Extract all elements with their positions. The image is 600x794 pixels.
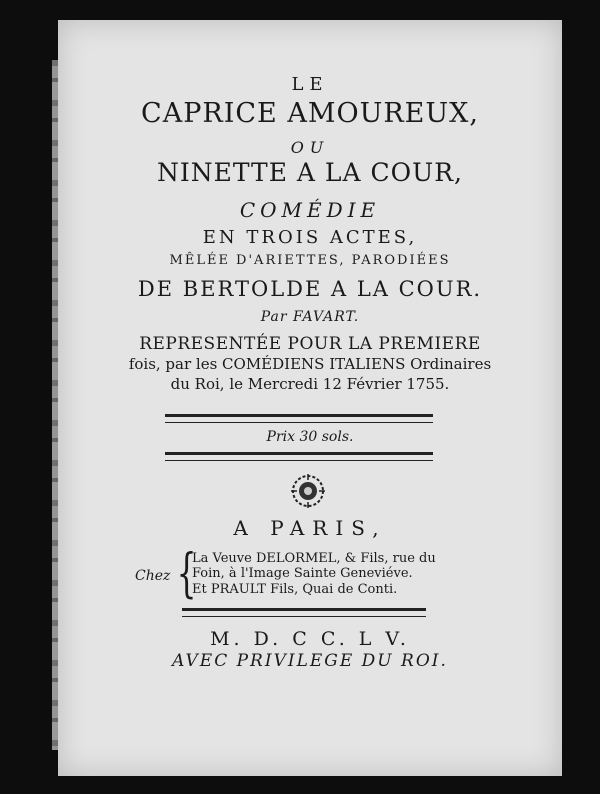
title-conjunction: OU: [290, 138, 330, 157]
parody-line: DE BERTOLDE A LA COUR.: [137, 277, 483, 301]
performance-line-1: REPRESENTÉE POUR LA PREMIERE: [139, 334, 481, 354]
imprint-city: A PARIS,: [233, 516, 387, 540]
publication-year: M. D. C C. L V.: [210, 628, 410, 650]
performance-line-2: fois, par les COMÉDIENS ITALIENS Ordinaires: [128, 355, 492, 373]
publisher-address-2: Foin, à l'Image Sainte Geneviéve.: [192, 566, 413, 581]
acts-line: EN TROIS ACTES,: [202, 227, 418, 248]
publisher-address-1: La Veuve DELORMEL, & Fils, rue du: [192, 551, 436, 566]
privilege-line: AVEC PRIVILEGE DU ROI.: [172, 651, 448, 671]
title-article: LE: [291, 74, 329, 95]
printer-ornament-icon: [291, 474, 325, 508]
alternate-title: NINETTE A LA COUR,: [157, 158, 463, 187]
publisher-address-3: Et PRAULT Fils, Quai de Conti.: [192, 582, 398, 597]
divider-rule-top: [165, 414, 433, 423]
ariettes-line: MÊLÉE D'ARIETTES, PARODIÉES: [169, 253, 451, 268]
chez-label: Chez: [135, 568, 171, 584]
divider-rule-middle: [165, 452, 433, 461]
genre: COMÉDIE: [239, 198, 381, 222]
price-line: Prix 30 sols.: [266, 429, 354, 445]
author-line: Par FAVART.: [260, 309, 360, 325]
brace-icon: {: [176, 544, 197, 604]
performance-line-3: du Roi, le Mercredi 12 Février 1755.: [170, 375, 450, 393]
divider-rule-bottom: [182, 608, 426, 617]
main-title: CAPRICE AMOUREUX,: [141, 98, 479, 129]
